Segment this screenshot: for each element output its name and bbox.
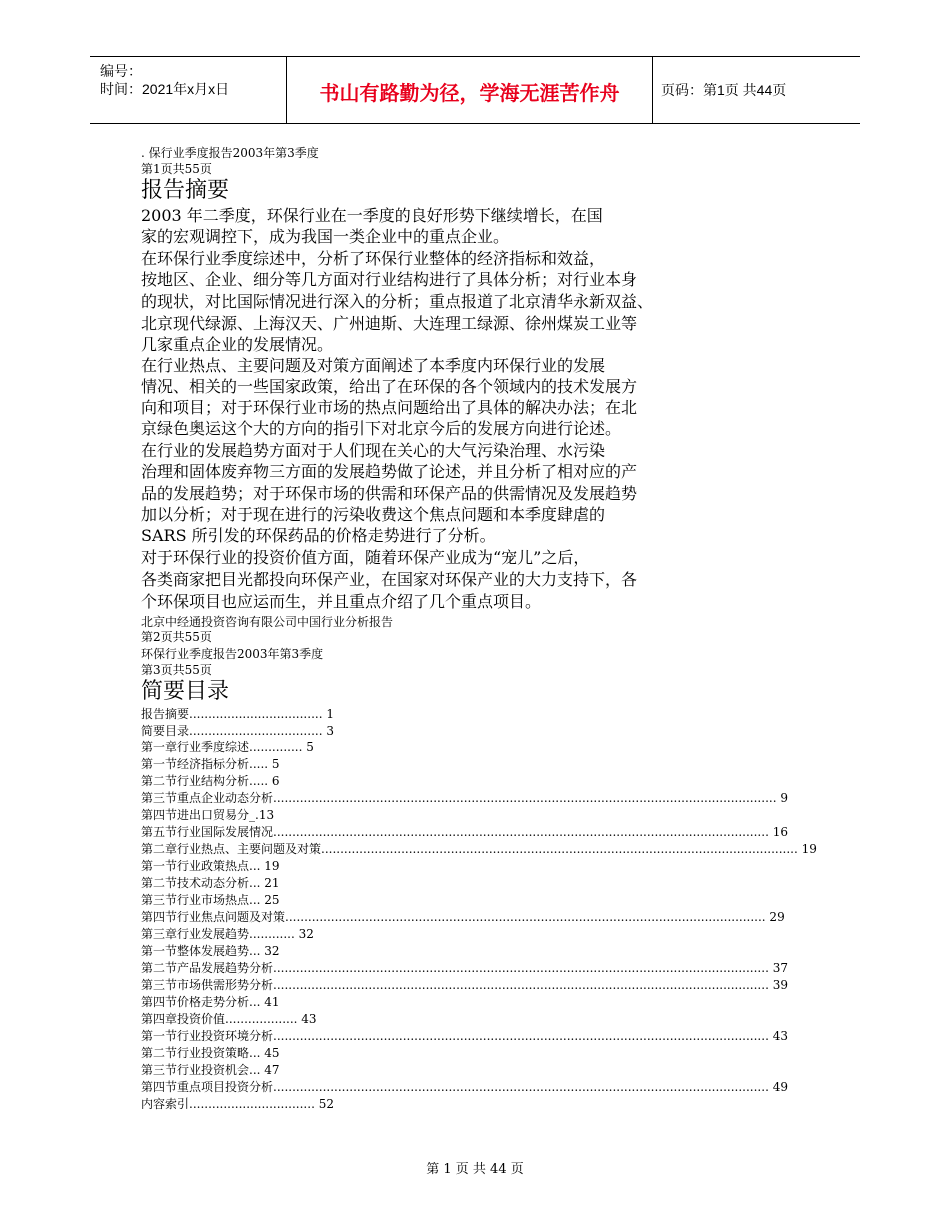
toc-item: 第三章行业发展趋势............ 32: [141, 927, 314, 941]
toc-item: 第一章行业季度综述.............. 5: [141, 740, 314, 754]
header-right-cell: [652, 57, 861, 123]
toc-item: 第三节行业市场热点... 25: [141, 893, 280, 907]
page-footer: 第 1 页 共 44 页: [426, 1162, 524, 1177]
company-line: 北京中经通投资咨询有限公司中国行业分析报告: [141, 615, 394, 629]
toc-item: 第四节行业焦点问题及对策.............................................................................................................................. 29: [141, 910, 785, 924]
summary-line: 2003 年二季度，环保行业在一季度的良好形势下继续增长，在国: [141, 206, 603, 225]
toc-item: 报告摘要................................... 1: [141, 707, 334, 721]
summary-line: 在行业热点、主要问题及对策方面阐述了本季度内环保行业的发展: [141, 356, 606, 375]
summary-line: 品的发展趋势；对于环保市场的供需和环保产品的供需情况及发展趋势: [141, 484, 638, 503]
toc-item: 内容索引................................. 52: [141, 1097, 334, 1111]
toc-item: 第五节行业国际发展情况.................................................................................................................................. 16: [141, 825, 788, 839]
toc-item: 第三节行业投资机会... 47: [141, 1063, 280, 1077]
toc-item: 第一节行业投资环境分析.................................................................................................................................. 43: [141, 1029, 788, 1043]
doc-title-line: . 保行业季度报告2003年第3季度: [141, 146, 319, 160]
toc-item: 第一节行业政策热点... 19: [141, 859, 280, 873]
summary-line: 个环保项目也应运而生，并且重点介绍了几个重点项目。: [141, 592, 542, 611]
summary-line: 京绿色奥运这个大的方向的指引下对北京今后的发展方向进行论述。: [141, 419, 622, 438]
page-header: [90, 56, 860, 124]
toc-item: 第四节重点项目投资分析.................................................................................................................................. 49: [141, 1080, 788, 1094]
toc-item: 第二章行业热点、主要问题及对策............................................................................................................................. 19: [141, 842, 817, 856]
summary-line: 按地区、企业、细分等几方面对行业结构进行了具体分析；对行业本身: [141, 270, 638, 289]
toc-item: 第二节技术动态分析... 21: [141, 876, 280, 890]
toc-heading: 简要目录: [141, 679, 230, 704]
summary-heading: 报告摘要: [141, 178, 230, 203]
summary-line: 情况、相关的一些国家政策，给出了在环保的各个领域内的技术发展方: [141, 377, 638, 396]
summary-line: 向和项目；对于环保行业市场的热点问题给出了具体的解决办法；在北: [141, 398, 638, 417]
summary-line: 的现状，对比国际情况进行深入的分析；重点报道了北京清华永新双益、: [141, 292, 654, 311]
toc-item: 第四节价格走势分析... 41: [141, 995, 280, 1009]
summary-line: 几家重点企业的发展情况。: [141, 335, 334, 354]
toc-item: 第三节市场供需形势分析.................................................................................................................................. 39: [141, 978, 788, 992]
summary-line: 对于环保行业的投资价值方面，随着环保产业成为“宠儿”之后，: [141, 548, 590, 567]
summary-line: 在行业的发展趋势方面对于人们现在关心的大气污染治理、水污染: [141, 441, 606, 460]
toc-item: 简要目录................................... 3: [141, 724, 334, 738]
summary-line: 加以分析；对于现在进行的污染收费这个焦点问题和本季度肆虐的: [141, 505, 606, 524]
header-page-info: 页码：第1页 共44页: [661, 82, 787, 98]
page-number-1: 第1页共55页: [141, 162, 212, 176]
header-motto: 书山有路勤为径，学海无涯苦作舟: [319, 81, 620, 105]
header-middle-cell: [287, 57, 652, 123]
page-number-2: 第2页共55页: [141, 630, 212, 644]
header-time-label: 时间：2021年x月x日: [100, 81, 230, 97]
summary-line: 治理和固体废弃物三方面的发展趋势做了论述，并且分析了相对应的产: [141, 462, 638, 481]
toc-item: 第二节产品发展趋势分析.................................................................................................................................. 37: [141, 961, 788, 975]
toc-item: 第四节进出口贸易分_.13: [141, 808, 275, 822]
toc-item: 第二节行业结构分析..... 6: [141, 774, 280, 788]
page-number-3: 第3页共55页: [141, 663, 212, 677]
header-number-label: 编号：: [100, 63, 142, 79]
toc-item: 第二节行业投资策略... 45: [141, 1046, 280, 1060]
toc-item: 第一节整体发展趋势... 32: [141, 944, 280, 958]
summary-line: 各类商家把目光都投向环保产业，在国家对环保产业的大力支持下，各: [141, 570, 638, 589]
summary-line: SARS 所引发的环保药品的价格走势进行了分析。: [141, 526, 496, 545]
summary-line: 北京现代绿源、上海汉天、广州迪斯、大连理工绿源、徐州煤炭工业等: [141, 314, 638, 333]
summary-line: 在环保行业季度综述中，分析了环保行业整体的经济指标和效益，: [141, 249, 606, 268]
summary-line: 家的宏观调控下，成为我国一类企业中的重点企业。: [141, 227, 510, 246]
toc-item: 第四章投资价值................... 43: [141, 1012, 317, 1026]
toc-item: 第一节经济指标分析..... 5: [141, 757, 280, 771]
header-left-cell: [90, 57, 287, 123]
toc-item: 第三节重点企业动态分析.................................................................................................................................... 9: [141, 791, 788, 805]
doc-title-line-2: 环保行业季度报告2003年第3季度: [141, 647, 324, 661]
